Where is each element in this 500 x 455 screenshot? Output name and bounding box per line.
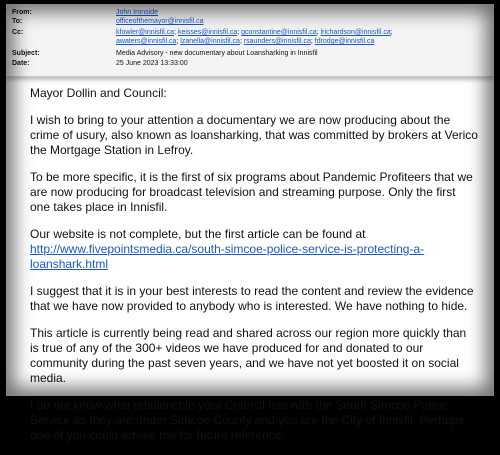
email-header [6, 4, 494, 77]
from-label: From: [12, 9, 32, 16]
paragraph-3-text: Our website is not complete, but the first article can be found at [30, 227, 366, 241]
cc-label: Cc: [12, 29, 24, 36]
greeting: Mayor Dollin and Council: [30, 86, 167, 100]
subject-row [12, 49, 318, 58]
cc-link[interactable]: awaters@innisfil.ca [116, 38, 177, 45]
subject-value: Media Advisory - new documentary about Loansharking in Innisfil [116, 50, 318, 57]
cc-link[interactable]: lrichardson@innisfil.ca [320, 29, 391, 36]
cc-link[interactable]: lzanella@innisfil.ca [180, 38, 240, 45]
paragraph-5: This article is currently being read and shared across our region more quickly than is true of any of the 300+ videos we have produced for and donated to our community during the past seven years, and we have not yet boosted it on social media. [30, 326, 467, 385]
from-link[interactable]: John Ironside [116, 9, 159, 16]
cc-link[interactable]: rsaunders@innisfil.ca [243, 38, 311, 45]
to-link[interactable]: officeofthemayor@innisfil.ca [116, 18, 204, 25]
date-value: 25 June 2023 13:33:00 [116, 60, 188, 67]
cc-link[interactable]: fdrodge@innisfil.ca [314, 38, 375, 45]
paragraph-6: I do not know what relationship your Council has with the South Simcoe Police Service as they are under Simcoe County and you are the City of Innisfil. Perhaps one of you could advise me for future reference. [30, 398, 465, 442]
cc-link[interactable]: keisses@innisfil.ca [177, 29, 238, 36]
article-link[interactable]: http://www.fivepointsmedia.ca/south-simcoe-police-service-is-protecting-a-loanshark.html [30, 242, 425, 271]
paragraph-4: I suggest that it is in your best interests to read the content and review the evidence that we have now provided to anybody who is interested. We have nothing to hide. [30, 284, 474, 313]
email-window [6, 4, 494, 442]
paragraph-2: To be more specific, it is the first of six programs about Pandemic Profiteers that we are now producing for broadcast television and streaming purpose. Only the first one takes place in Innisfil. [30, 170, 473, 214]
cc-link[interactable]: gconstantine@innisfil.ca [241, 29, 317, 36]
to-row [12, 17, 204, 26]
cc-row-1: Cc: kfowler@innisfil.ca; keisses@innisfil.ca; gconstantine@innisfil.ca; lrichardson@innisfil.ca; [12, 29, 393, 36]
cc-row-2: awaters@innisfil.ca; lzanella@innisfil.ca; rsaunders@innisfil.ca; fdrodge@innisfil.ca [116, 38, 375, 45]
date-label: Date: [12, 60, 30, 67]
cc-link[interactable]: kfowler@innisfil.ca [116, 29, 175, 36]
from-row [12, 8, 158, 17]
paragraph-3 [30, 227, 478, 272]
subject-label: Subject: [12, 50, 40, 57]
date-row [12, 59, 188, 68]
email-body [30, 86, 478, 455]
to-label: To: [12, 18, 23, 25]
paragraph-1: I wish to bring to your attention a documentary we are now producing about the crime of usury, also known as loansharking, that was committed by brokers at Verico the Mortgage Station in Lefroy. [30, 113, 478, 157]
